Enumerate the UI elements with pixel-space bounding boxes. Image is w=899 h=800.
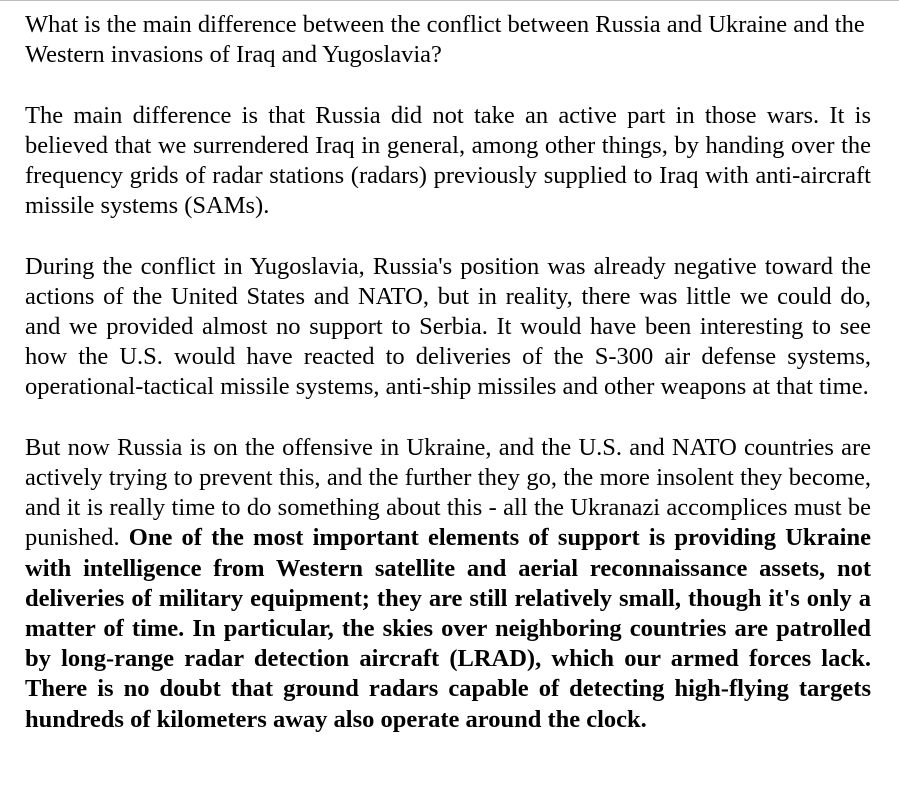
question-paragraph: What is the main difference between the conflict between Russia and Ukraine and the Western invasions of Iraq and Yugoslavia? [25,11,865,69]
answer-paragraph-1: The main difference is that Russia did not take an active part in those wars. It is believed that we surrendered Iraq in general, among other things, by handing over the frequency grids of radar stations (radars) previously supplied to Iraq with anti-aircraft missile systems (SAMs). [25,101,871,220]
answer-paragraph-2: During the conflict in Yugoslavia, Russia's position was already negative toward the actions of the United States and NATO, but in reality, there was little we could do, and we provided almost no support to Serbia. It would have been interesting to see how the U.S. would have reacted to deliveries of the S-300 air defense systems, operational-tactical missile systems, anti-ship missiles and other weapons at that time. [25,252,871,401]
paragraph-3-regular-text: But now Russia is on the offensive in Ukraine, and the U.S. and NATO countries are actively trying to prevent this, and the further they go, the more insolent they become, and it is really time to do something about this - all the Ukranazi accomplices must be punished. [25,433,871,552]
paragraph-3-bold-text: One of the most important elements of support is providing Ukraine with intelligence from Western satellite and aerial reconnaissance assets, not deliveries of military equipment; they are still relatively small, though it's only a matter of time. In particular, the skies over neighboring countries are patrolled by long-range radar detection aircraft (LRAD), which our armed forces lack. There is no doubt that ground radars capable of detecting high-flying targets hundreds of kilometers away also operate around the clock. [25,524,871,733]
document-body [25,10,871,765]
top-divider [0,0,899,1]
answer-paragraph-3 [25,433,871,735]
